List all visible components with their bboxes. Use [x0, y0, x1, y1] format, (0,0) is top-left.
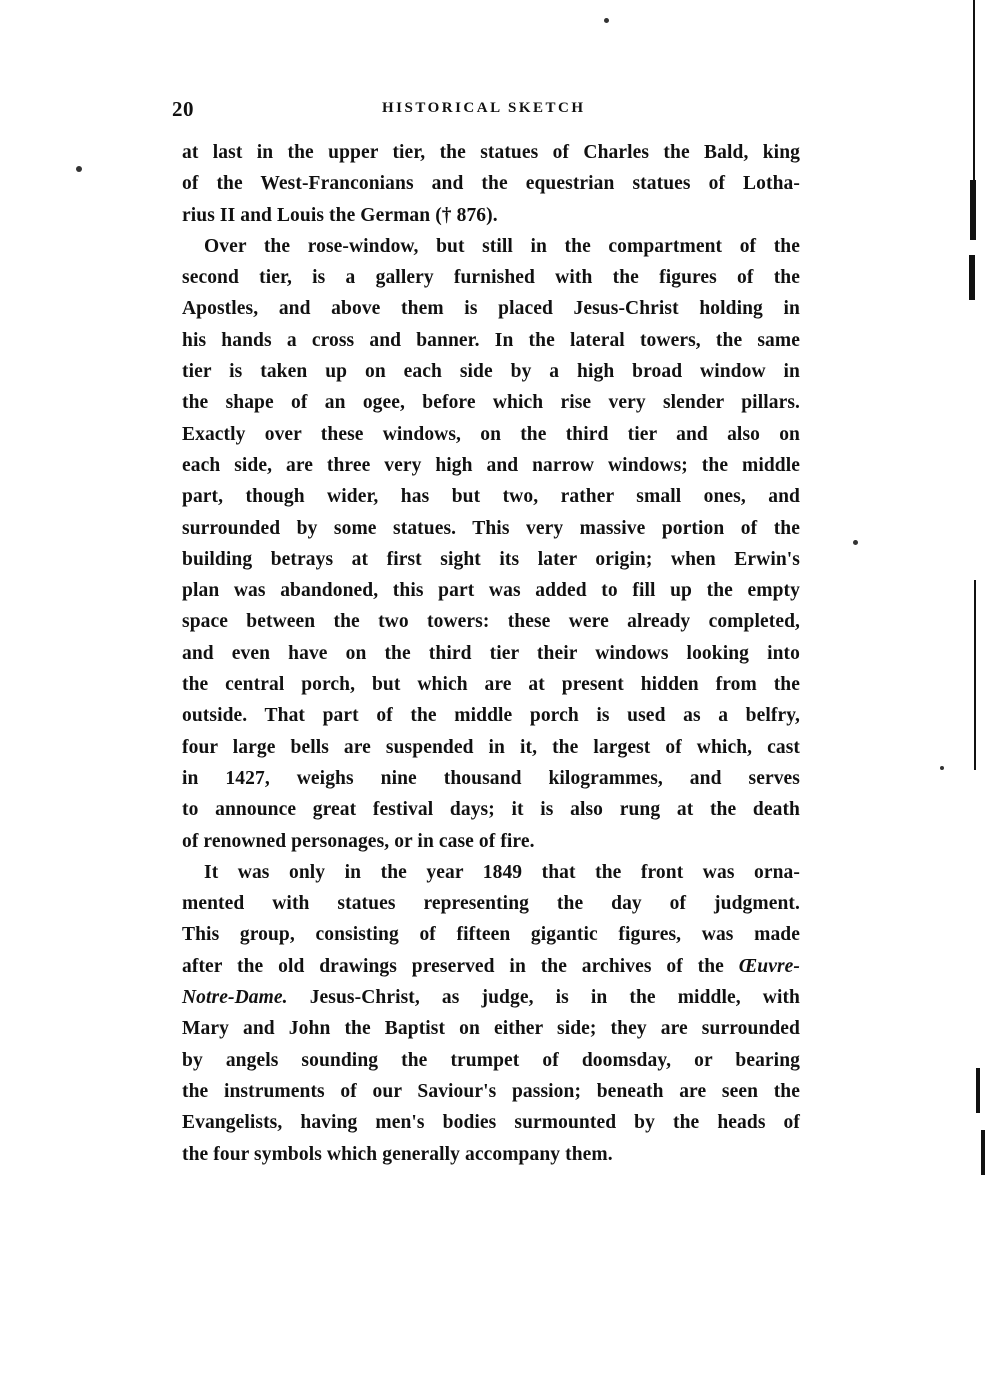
- text-line: building betrays at first sight its later origin; when Erwin's: [182, 548, 800, 570]
- page-header: [172, 97, 800, 127]
- text-line: surrounded by some statues. This very massive portion of the: [182, 517, 800, 539]
- text-line: of the West-Franconians and the equestrian statues of Lotha-: [182, 173, 800, 195]
- text-line: the instruments of our Saviour's passion; beneath are seen the: [182, 1080, 800, 1102]
- text-line: and even have on the third tier their windows looking into: [182, 642, 800, 664]
- scan-speck: [76, 166, 82, 172]
- paragraph-2: [182, 231, 800, 857]
- scan-speck: [853, 540, 858, 545]
- body-text: [182, 137, 800, 1170]
- text-line: space between the two towers: these were already completed,: [182, 611, 800, 633]
- text-line: Over the rose-window, but still in the compartment of the: [204, 235, 800, 257]
- scan-edge-line: [969, 255, 975, 300]
- scan-speck: [940, 766, 944, 770]
- text-line: second tier, is a gallery furnished with the figures of the: [182, 267, 800, 289]
- scan-edge-line: [970, 180, 976, 240]
- text-line: the four symbols which generally accompany them.: [182, 1143, 613, 1165]
- running-head: HISTORICAL SKETCH: [382, 100, 586, 116]
- text-line: his hands a cross and banner. In the lateral towers, the same: [182, 329, 800, 351]
- text-line: Mary and John the Baptist on either side; they are surrounded: [182, 1018, 800, 1040]
- text-line: Apostles, and above them is placed Jesus-Christ holding in: [182, 298, 800, 320]
- text-line: Exactly over these windows, on the third tier and also on: [182, 423, 800, 445]
- text-line: of renowned personages, or in case of fire.: [182, 830, 535, 852]
- text-line: mented with statues representing the day of judgment.: [182, 893, 800, 915]
- text-line: plan was abandoned, this part was added to fill up the empty: [182, 580, 800, 602]
- text-line-with-italic: [182, 951, 800, 982]
- scan-edge-line: [974, 580, 976, 770]
- text-line: It was only in the year 1849 that the front was orna-: [204, 861, 800, 883]
- text-line: by angels sounding the trumpet of doomsday, or bearing: [182, 1049, 800, 1071]
- text-line: in 1427, weighs nine thousand kilogrammes, and serves: [182, 767, 800, 789]
- italic-fragment: Œuvre-: [738, 955, 800, 977]
- scan-edge-line: [976, 1068, 980, 1113]
- text-line: the central porch, but which are at present hidden from the: [182, 674, 800, 696]
- paragraph-1: [182, 137, 800, 231]
- text-line: the shape of an ogee, before which rise very slender pillars.: [182, 392, 800, 414]
- text-line: after the old drawings preserved in the archives of the: [182, 955, 724, 977]
- text-line: outside. That part of the middle porch is used as a belfry,: [182, 705, 800, 727]
- scan-edge-line: [981, 1130, 985, 1175]
- text-line: at last in the upper tier, the statues of Charles the Bald, king: [182, 142, 800, 163]
- scan-speck: [604, 18, 609, 23]
- text-line: part, though wider, has but two, rather small ones, and: [182, 486, 800, 508]
- text-line-with-italic: [182, 982, 800, 1013]
- italic-fragment: Notre-Dame.: [182, 987, 288, 1009]
- text-line-rest: Jesus-Christ, as judge, is in the middle, with: [309, 987, 800, 1009]
- page-number: 20: [172, 97, 194, 121]
- text-line: Evangelists, having men's bodies surmounted by the heads of: [182, 1112, 800, 1134]
- text-line: to announce great festival days; it is also rung at the death: [182, 799, 800, 821]
- text-line: tier is taken up on each side by a high broad window in: [182, 361, 800, 383]
- text-line: four large bells are suspended in it, the largest of which, cast: [182, 736, 800, 758]
- text-line: each side, are three very high and narrow windows; the middle: [182, 454, 800, 476]
- paragraph-3: [182, 857, 800, 1170]
- text-line: rius II and Louis the German († 876).: [182, 204, 498, 226]
- text-line: This group, consisting of fifteen gigantic figures, was made: [182, 924, 800, 946]
